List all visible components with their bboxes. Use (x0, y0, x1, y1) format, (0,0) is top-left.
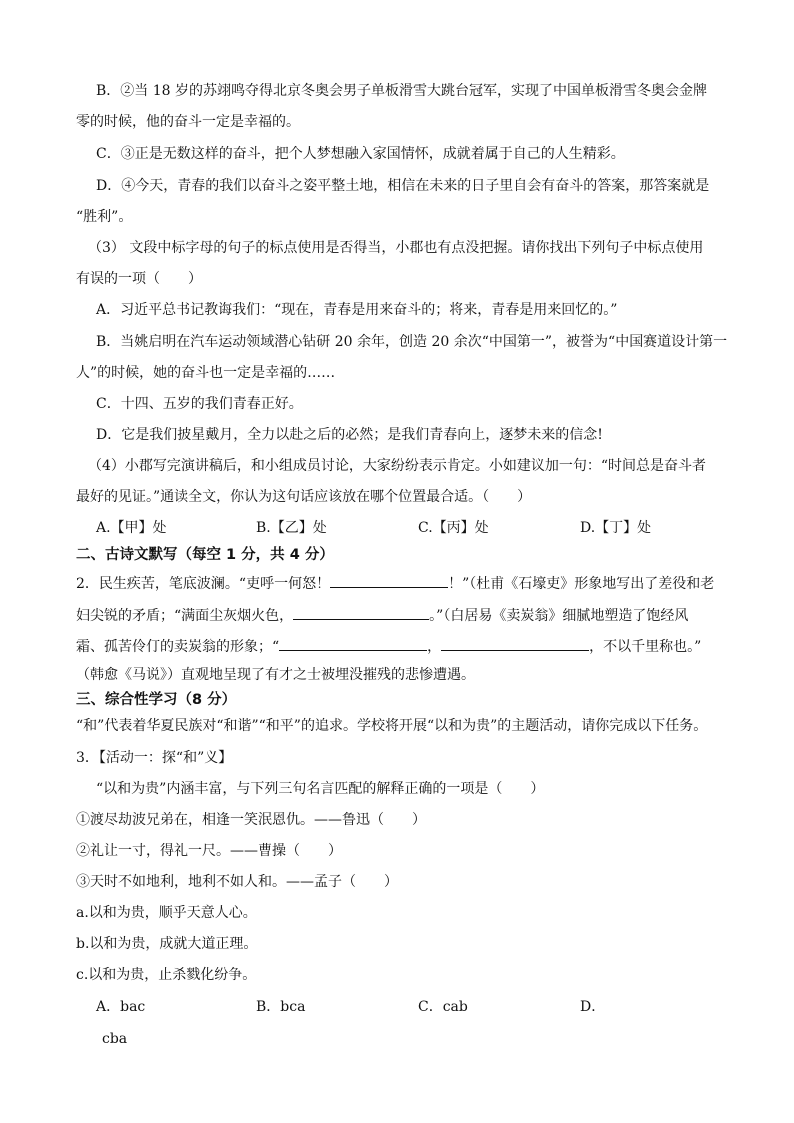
q1-4-stem-line1: （4）小郡写完演讲稿后，和小组成员讨论，大家纷纷表示肯定。小如建议加一句：“时间总是奋斗者 (88, 458, 707, 474)
q2-blank-1[interactable] (330, 571, 448, 588)
q3-option-b: B．bca (256, 999, 306, 1015)
q2-blank-2[interactable] (293, 603, 429, 620)
q1-2-option-c: C．③正是无数这样的奋斗，把个人梦想融入家国情怀，成就着属于自己的人生精彩。 (96, 146, 625, 162)
q2-line3 (76, 634, 701, 657)
q2-line1 (76, 571, 714, 594)
q2-line1-text-b: ！”（杜甫《石壕吏》形象地写出了差役和老 (448, 576, 715, 592)
q3-explanation-c: c.以和为贵，止杀戮化纷争。 (76, 967, 257, 983)
q3-quote-3: ③天时不如地利，地利不如人和。——孟子（ ） (76, 874, 398, 890)
q2-line3-text-a: 霜、孤苦伶仃的卖炭翁的形象；“ (76, 639, 280, 655)
q3-explanation-a: a.以和为贵，顺乎天意人心。 (76, 905, 257, 921)
q1-4-option-c: C.【丙】处 (418, 520, 489, 536)
section2-heading: 二、古诗文默写（每空 1 分，共 4 分） (76, 547, 334, 563)
q1-3-stem-line2: 有误的一项（ ） (76, 271, 202, 287)
q1-2-option-b-line1: B．②当 18 岁的苏翊鸣夺得北京冬奥会男子单板滑雪大跳台冠军，实现了中国单板滑雪冬奥会金牌 (96, 83, 708, 99)
q1-3-option-a: A．习近平总书记教诲我们：“现在，青春是用来奋斗的；将来，青春是用来回忆的。” (96, 302, 618, 318)
q2-blank-3[interactable] (279, 634, 427, 651)
q3-option-a: A．bac (96, 999, 146, 1015)
q3-quote-2: ②礼让一寸，得礼一尺。——曹操（ ） (76, 843, 342, 859)
q1-3-option-b-line1: B．当姚启明在汽车运动领域潜心钻研 20 余年，创造 20 余次“中国第一”，被誉为“中国赛道设计第一 (96, 334, 728, 350)
q1-3-stem-line1: （3） 文段中标字母的句子的标点使用是否得当，小郡也有点没把握。请你找出下列句子中标点使用 (88, 240, 704, 256)
q3-activity-title: 3．【活动一：探“和”义】 (76, 750, 233, 766)
q3-question: “以和为贵”内涵丰富，与下列三句名言匹配的解释正确的一项是（ ） (96, 781, 545, 797)
q1-4-option-a: A.【甲】处 (96, 520, 167, 536)
q3-option-d: D． (580, 999, 606, 1015)
q1-4-option-b: B.【乙】处 (256, 520, 327, 536)
q1-2-option-d-line1: D．④今天，青春的我们以奋斗之姿平整土地，相信在未来的日子里自会有奋斗的答案，那答案就是 (96, 178, 710, 194)
q2-line3-text-c: ，不以千里称也。” (589, 639, 702, 655)
q2-line2-text-b: 。”（白居易《卖炭翁》细腻地塑造了饱经风 (429, 608, 689, 624)
q2-blank-4[interactable] (441, 634, 589, 651)
q3-explanation-b: b.以和为贵，成就大道正理。 (76, 936, 258, 952)
q1-3-option-d: D．它是我们披星戴月，全力以赴之后的必然；是我们青春向上，逐梦未来的信念! (96, 427, 603, 443)
q1-2-option-d-line2: “胜利”。 (76, 209, 133, 225)
q1-2-option-b-line2: 零的时候，他的奋斗一定是幸福的。 (76, 114, 300, 130)
q3-quote-1: ①渡尽劫波兄弟在，相逢一笑泯恩仇。——鲁迅（ ） (76, 812, 426, 828)
q3-option-d-value: cba (102, 1031, 128, 1047)
q2-line2-text-a: 妇尖锐的矛盾；“满面尘灰烟火色， (76, 608, 294, 624)
q1-3-option-c: C．十四、五岁的我们青春正好。 (96, 396, 303, 412)
q3-option-c: C．cab (418, 999, 468, 1015)
q1-4-option-d: D.【丁】处 (580, 520, 652, 536)
section3-heading: 三、综合性学习（8 分） (76, 692, 237, 708)
section3-intro: “和”代表着华夏民族对“和谐”“和平”的追求。学校将开展“以和为贵”的主题活动，请你完成以下任务。 (76, 718, 708, 734)
q1-4-stem-line2: 最好的见证。”通读全文，你认为这句话应该放在哪个位置最合适。（ ） (76, 489, 532, 505)
q2-line3-text-b: ， (427, 639, 442, 655)
q1-3-option-b-line2: 人”的时候，她的奋斗也一定是幸福的…… (76, 365, 336, 381)
q2-line2 (76, 603, 688, 626)
q2-line1-text-a: 2．民生疾苦，笔底波澜。“吏呼一何怒！ (76, 576, 331, 592)
q2-line4: （韩愈《马说》）直观地呈现了有才之士被埋没摧残的悲惨遭遇。 (76, 667, 475, 683)
